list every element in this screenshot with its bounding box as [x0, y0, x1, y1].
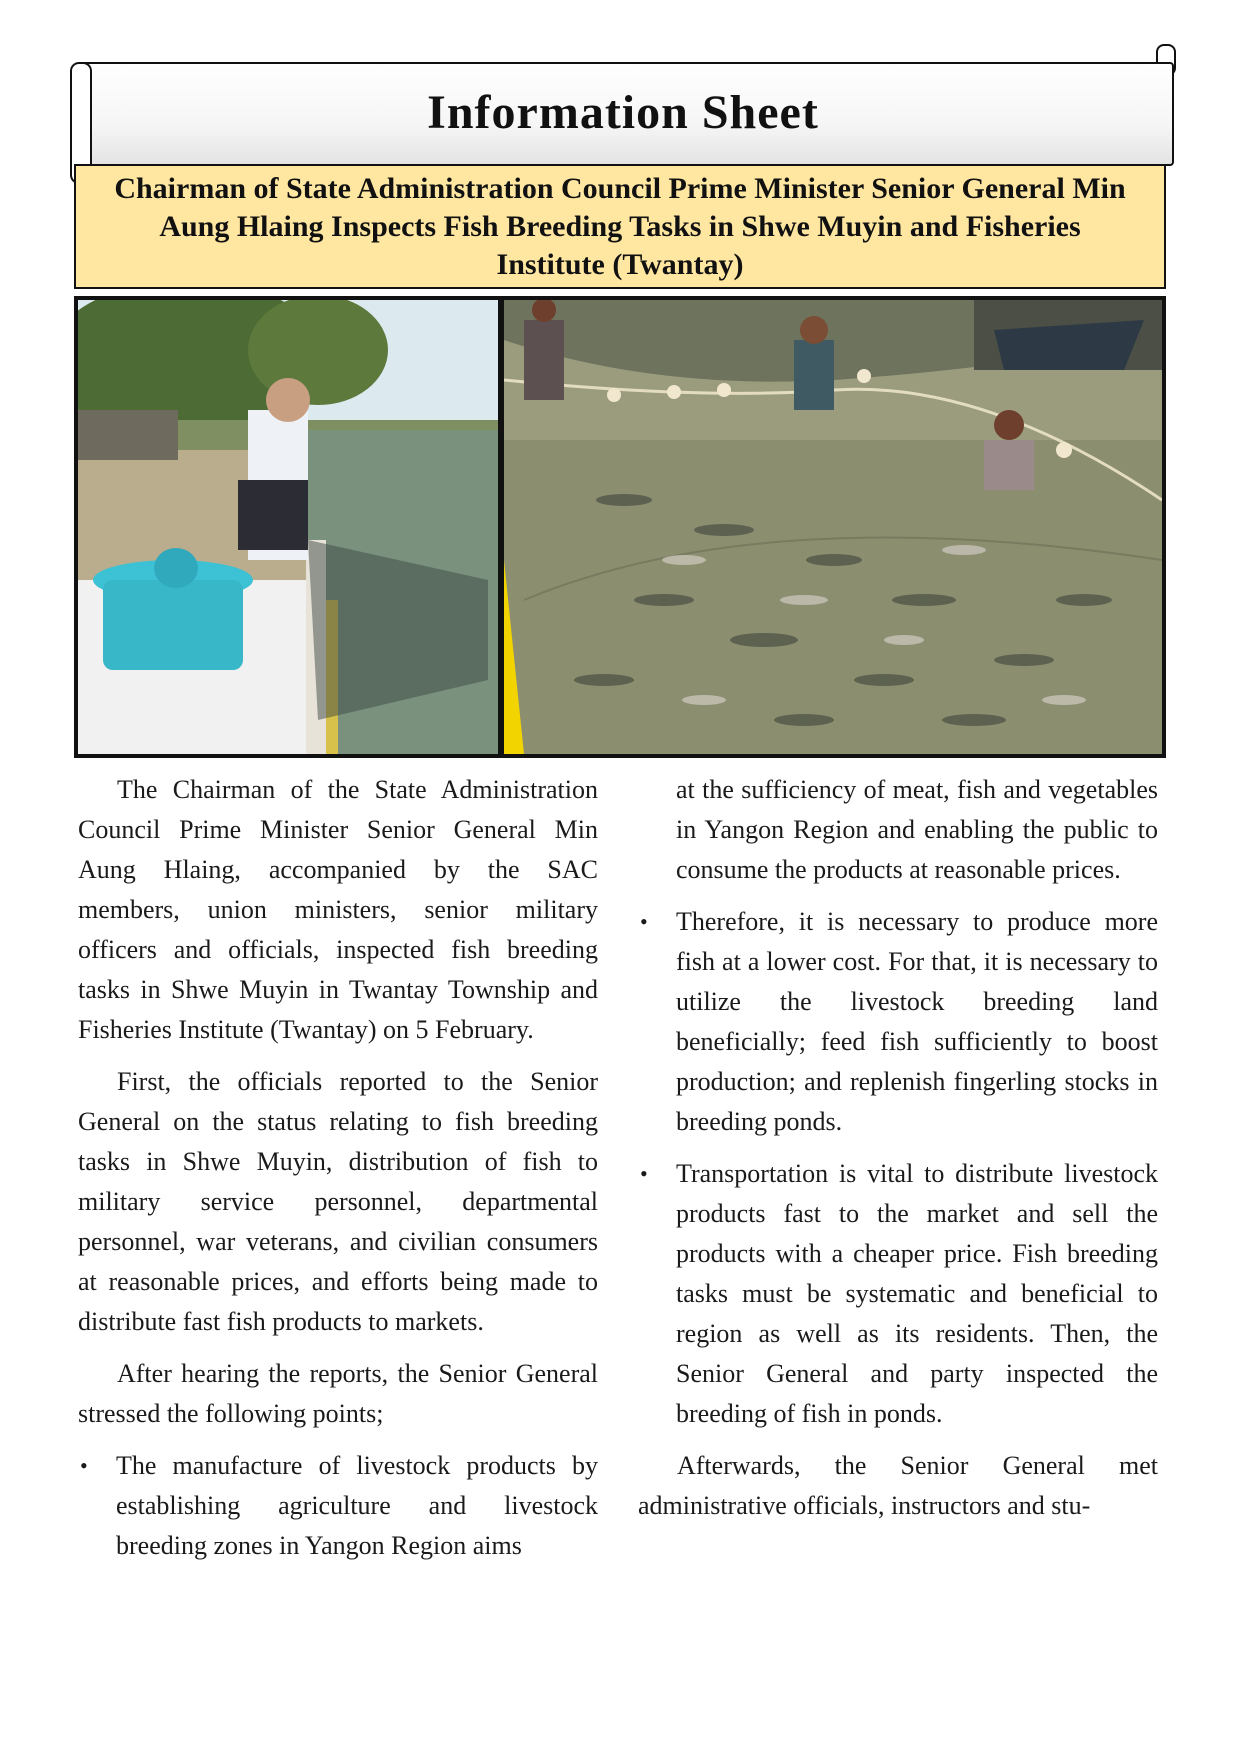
bullet-icon: •: [640, 1161, 648, 1186]
text-column-left: [78, 770, 598, 1578]
bullet-icon: •: [80, 1453, 88, 1478]
paragraph-reports: First, the officials reported to the Senior General on the status relating to fish breeding tasks in Shwe Muyin, distribution of fish to military service personnel, departmental personnel, war veterans, and civilian consumers at reasonable prices, and efforts being made to distribute fast fish products to markets.: [78, 1067, 598, 1336]
bullet-icon: •: [640, 909, 648, 934]
headline: Chairman of State Administration Council Prime Minister Senior General Min Aung Hlaing Inspects Fish Breeding Tasks in Shwe Muyin and Fisheries Institute (Twantay): [114, 171, 1126, 281]
bullet-text: The manufacture of livestock products by establishing agriculture and livestock breeding zones in Yangon Region aims: [116, 1451, 598, 1560]
bullet-text: Transportation is vital to distribute livestock products fast to the market and sell the products with a cheaper price. Fish breeding tasks must be systematic and beneficial to region as well as its residents. Then, the Senior General and party inspected the breeding of fish in ponds.: [676, 1159, 1158, 1428]
text-column-right: [638, 770, 1158, 1538]
paragraph-intro: The Chairman of the State Administration Council Prime Minister Senior General Min Aung Hlaing, accompanied by the SAC members, union ministers, senior military officers and officials, inspected fish breeding tasks in Shwe Muyin in Twantay Township and Fisheries Institute (Twantay) on 5 February.: [78, 775, 598, 1044]
bullet-item-produce-more-fish: [638, 902, 1158, 1142]
photo-right-illustration: [504, 300, 1162, 754]
photo-left-illustration: [78, 300, 498, 754]
photo-senior-general-inspecting-pond: [78, 300, 498, 754]
bullet-item-transportation: [638, 1154, 1158, 1434]
headline-box: [74, 164, 1166, 289]
paragraph-stressed: After hearing the reports, the Senior General stressed the following points;: [78, 1359, 598, 1428]
photo-fishermen-netting-fish: [504, 300, 1162, 754]
paragraph-afterwards: Afterwards, the Senior General met administrative officials, instructors and stu-: [638, 1451, 1158, 1520]
bullet-text: Therefore, it is necessary to produce more fish at a lower cost. For that, it is necessary to utilize the livestock breeding land beneficially; feed fish sufficiently to boost production; and replenish fingerling stocks in breeding ponds.: [676, 907, 1158, 1136]
bullet-item-livestock-zones: [78, 1446, 598, 1566]
bullet-continuation: at the sufficiency of meat, fish and vegetables in Yangon Region and enabling the public to consume the products at reasonable prices.: [676, 775, 1158, 884]
page-title: Information Sheet: [427, 85, 819, 139]
photo-frame: [74, 296, 1166, 758]
